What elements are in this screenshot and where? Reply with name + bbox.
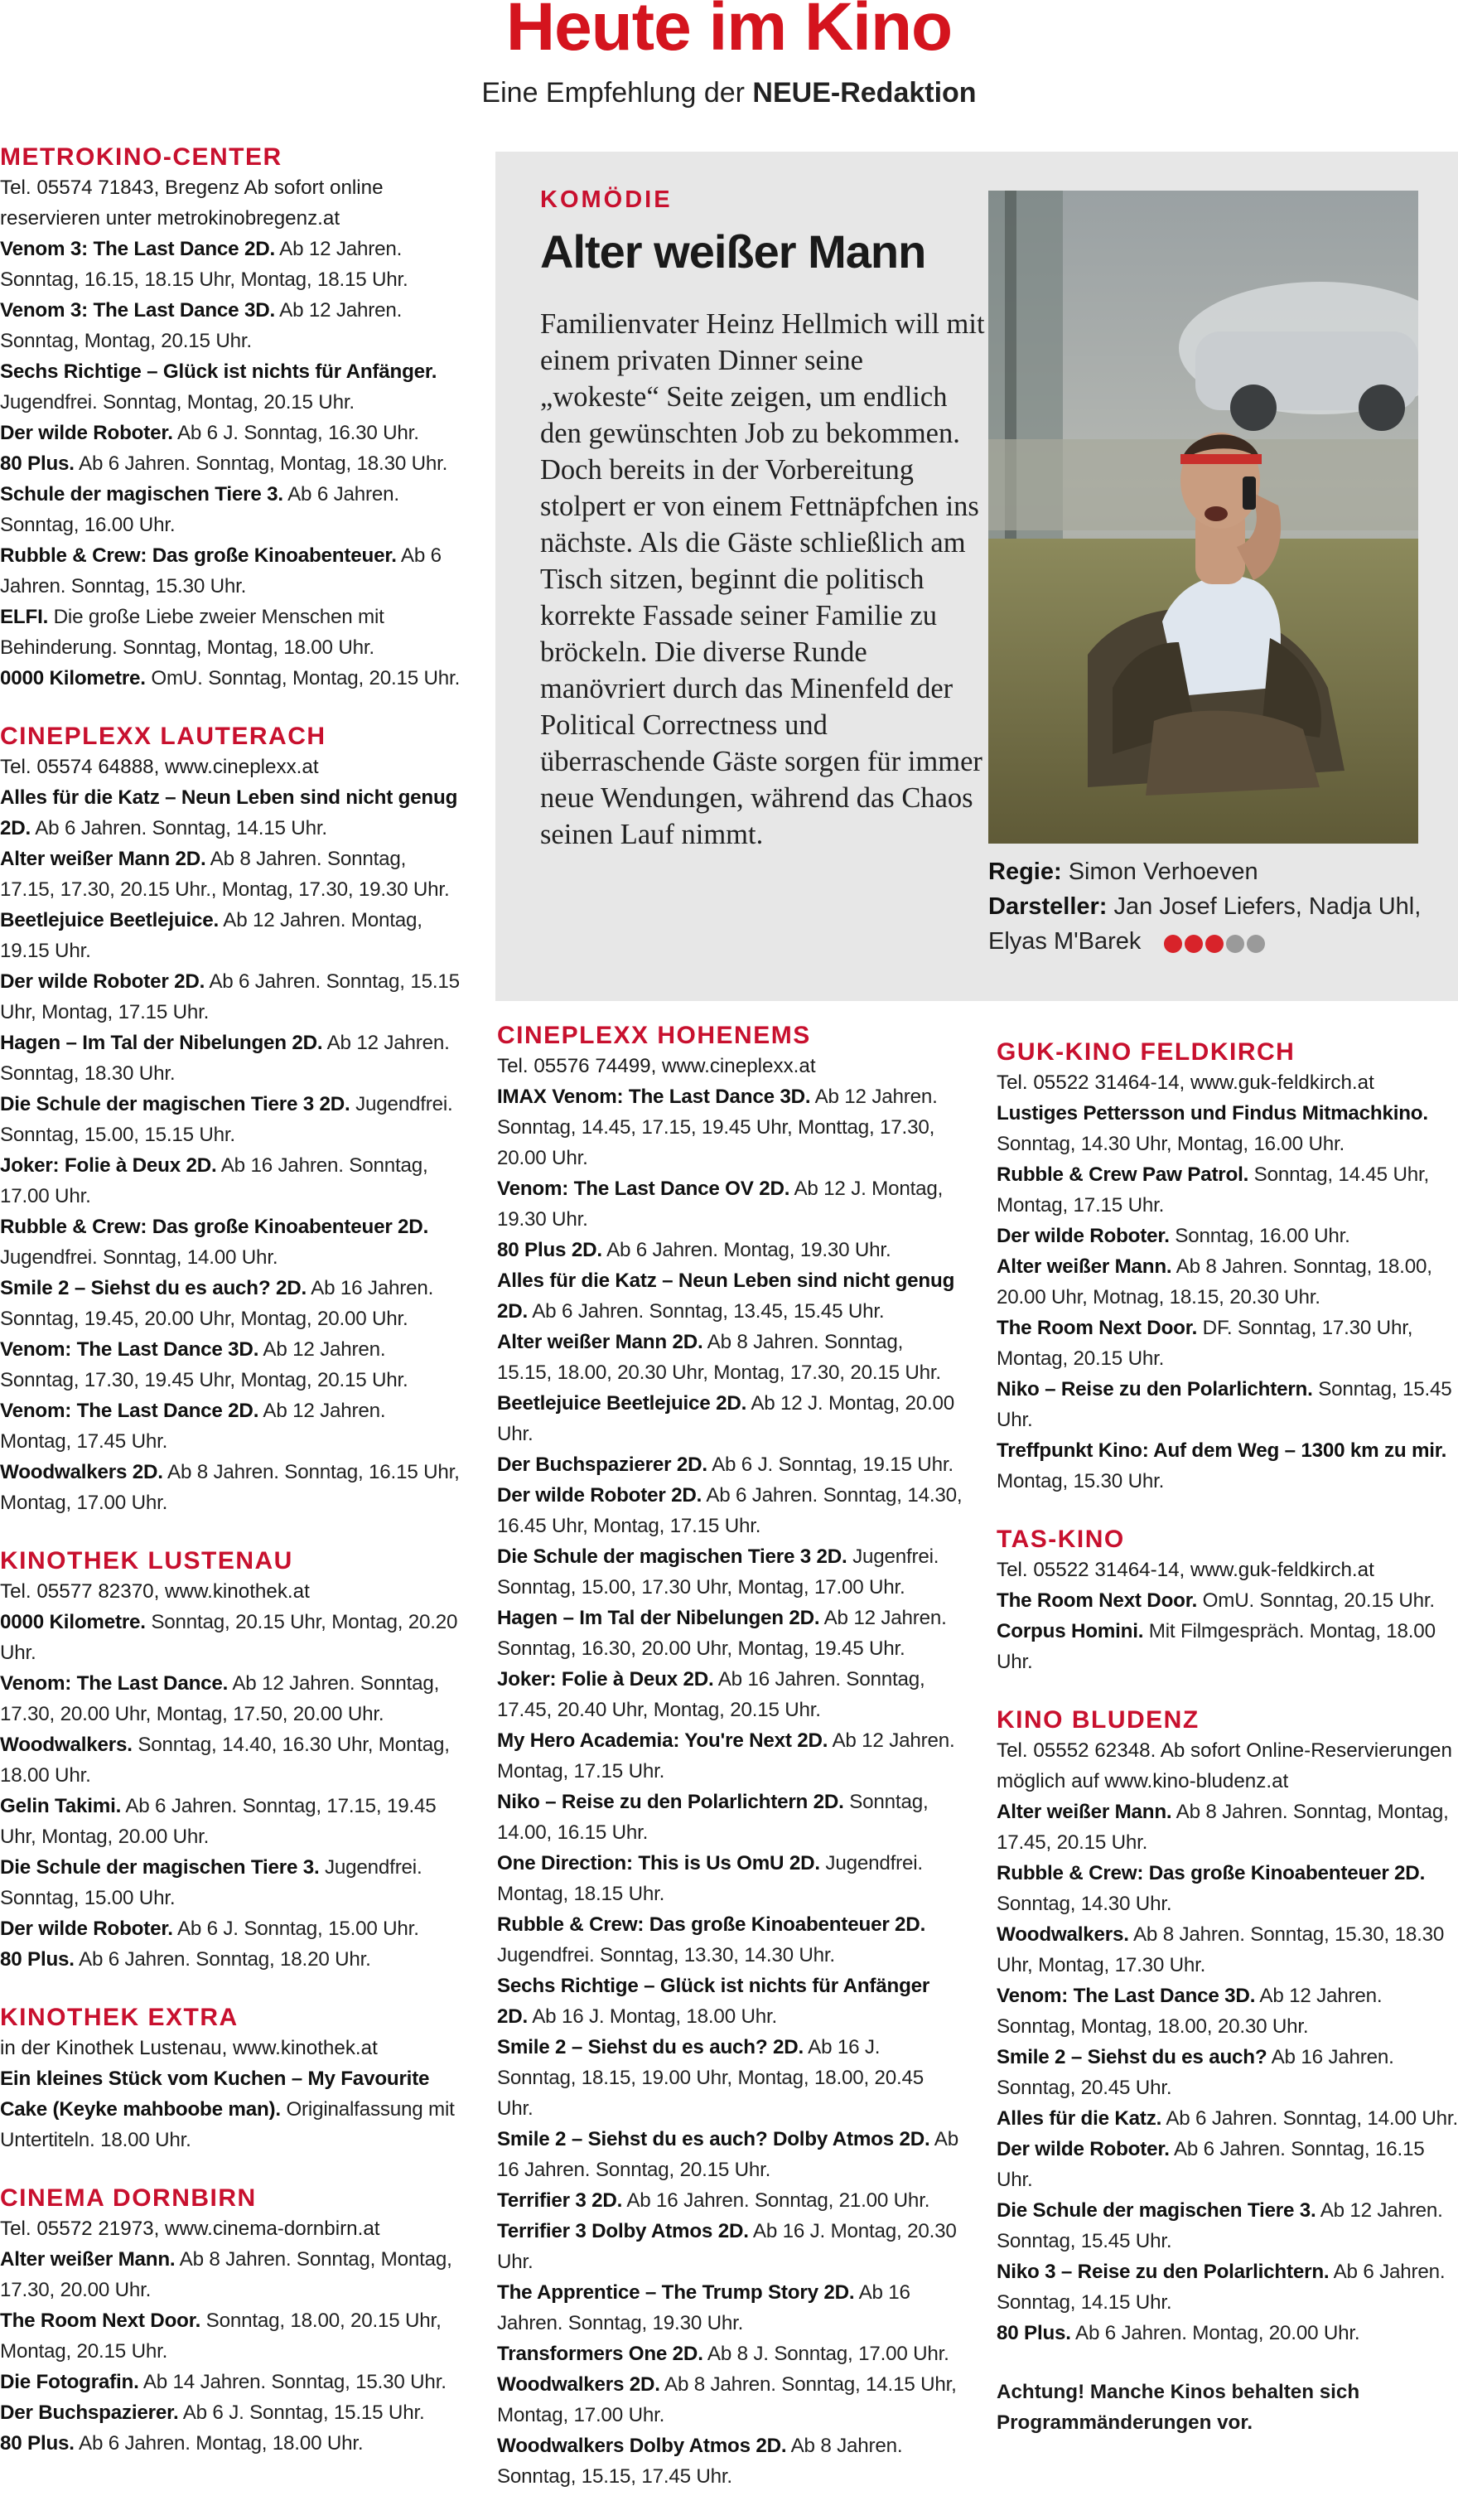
cinema-cinema-dornbirn — [0, 2184, 461, 2459]
listings-column-left — [0, 143, 461, 2487]
film-details: Sonntag, 15.45 Uhr. — [997, 1378, 1452, 1431]
film-listing — [0, 1212, 461, 1273]
film-listing — [0, 2367, 461, 2397]
cinema-name: CINEPLEXX HOHENEMS — [497, 1022, 811, 1049]
film-title: Terrifier 3 Dolby Atmos 2D. — [497, 2220, 749, 2242]
film-title: Der wilde Roboter 2D. — [497, 1484, 702, 1507]
page-subtitle — [0, 76, 1458, 109]
film-title: Die Schule der magischen Tiere 3 2D. — [497, 1545, 847, 1568]
film-listing — [497, 1388, 963, 1449]
cinema-cineplexx-hohenems — [497, 1021, 963, 2492]
film-title: The Apprentice – The Trump Story 2D. — [497, 2281, 855, 2304]
film-listing — [997, 1221, 1458, 1251]
film-details: Ab 8 J. Sonntag, 17.00 Uhr. — [707, 2343, 949, 2365]
film-title: Hagen – Im Tal der Nibelungen 2D. — [0, 1032, 323, 1054]
film-details: Ab 8 Jahren. Sonntag, 15.15, 17.45 Uhr. — [497, 2435, 903, 2488]
film-title: 80 Plus 2D. — [497, 1239, 602, 1261]
film-listing — [497, 1848, 963, 1909]
film-title: Woodwalkers. — [0, 1734, 133, 1756]
film-title: The Room Next Door. — [997, 1317, 1198, 1339]
film-title: The Room Next Door. — [0, 2310, 201, 2332]
film-listing — [997, 1159, 1458, 1221]
film-details: Ab 6 Jahren. Montag, 20.00 Uhr. — [1075, 2322, 1360, 2344]
film-listing — [0, 1668, 461, 1729]
cinema-name: KINOTHEK EXTRA — [0, 2004, 239, 2031]
film-listing — [0, 844, 461, 905]
film-listing — [0, 782, 461, 844]
film-listing — [997, 2195, 1458, 2256]
film-listing — [497, 1235, 963, 1265]
film-title: Transformers One 2D. — [497, 2343, 703, 2365]
film-listing — [0, 540, 461, 602]
film-title: Venom: The Last Dance OV 2D. — [497, 1178, 790, 1200]
film-details: Ab 8 Jahren. Sonntag, 15.30, 18.30 Uhr, Montag, 17.30 Uhr. — [997, 1923, 1445, 1976]
film-title: Venom: The Last Dance. — [0, 1672, 229, 1695]
feature-text: Familienvater Heinz Hellmich will mit einem privaten Dinner seine „wokeste“ Seite zeigen, um endlich den gewünschten Job zu bekommen. Doch bereits in der Vorbereitung stolpert er von einem Fettnäpfchen ins nächste. Als die Gäste schließlich am Tisch sitzen, beginnt die politisch korrekte Fassade seiner Familie zu bröckeln. Die diverse Runde manövriert durch das Minenfeld der Political Correctness und überraschende Gäste sorgen für immer neue Wendungen, während das Chaos seinen Lauf nimmt. — [540, 308, 985, 850]
film-title: Smile 2 – Siehst du es auch? Dolby Atmos 2D. — [497, 2128, 930, 2150]
film-details: Ab 8 Jahren. Sonntag, 16.15 Uhr, Montag, 17.00 Uhr. — [0, 1461, 460, 1514]
film-title: Alter weißer Mann. — [0, 2248, 176, 2271]
cinema-name: KINO BLUDENZ — [997, 1706, 1200, 1734]
film-title: Rubble & Crew: Das große Kinoabenteuer 2D. — [997, 1862, 1426, 1884]
cinema-contact-info: Tel. 05522 31464-14, www.guk-feldkirch.at — [997, 1071, 1374, 1094]
film-title: Joker: Folie à Deux 2D. — [497, 1668, 714, 1690]
film-listing — [497, 1081, 963, 1173]
director-name: Simon Verhoeven — [1068, 859, 1258, 885]
film-listing — [0, 1791, 461, 1852]
cast-names: Jan Josef Liefers, Nadja Uhl, Elyas M'Barek — [988, 893, 1422, 955]
film-details: Sonntag, 14.00, 16.15 Uhr. — [497, 1791, 929, 1844]
film-details: Ab 12 Jahren. Sonntag, Montag, 18.00, 20.30 Uhr. — [997, 1985, 1383, 2038]
film-title: Alles für die Katz – Neun Leben sind nicht genug 2D. — [0, 786, 458, 839]
film-title: Venom: The Last Dance 3D. — [0, 1338, 259, 1361]
film-details: Ab 12 Jahren. Montag, 17.15 Uhr. — [497, 1729, 955, 1782]
cinema-name: GUK-KINO FELDKIRCH — [997, 1038, 1296, 1066]
film-listing — [0, 448, 461, 479]
program-change-note: Achtung! Manche Kinos behalten sich Programmänderungen vor. — [997, 2381, 1360, 2434]
film-details: Sonntag, 18.00, 20.15 Uhr, Montag, 20.15 Uhr. — [0, 2310, 442, 2363]
film-listing — [0, 1028, 461, 1089]
film-details: Ab 6 Jahren. Montag, 18.00 Uhr. — [79, 2432, 364, 2455]
film-listing — [997, 1435, 1458, 1497]
film-listing — [997, 1098, 1458, 1159]
film-listing — [497, 1909, 963, 1971]
cinema-name: CINEMA DORNBIRN — [0, 2184, 257, 2212]
film-details: Ab 6 J. Sonntag, 16.30 Uhr. — [176, 422, 419, 444]
rating-dot-empty — [1247, 935, 1265, 953]
film-listing — [997, 1251, 1458, 1313]
film-title: ELFI. — [0, 606, 49, 628]
film-details: Ab 16 J. Montag, 20.30 Uhr. — [497, 2220, 957, 2273]
film-title: Ein kleines Stück vom Kuchen – My Favourite Cake (Keyke mahboobe man). — [0, 2068, 430, 2121]
film-details: Ab 6 Jahren. Sonntag, 14.00 Uhr. — [1166, 2107, 1458, 2130]
film-details: Ab 14 Jahren. Sonntag, 15.30 Uhr. — [142, 2371, 447, 2393]
director-line — [988, 854, 1436, 889]
film-listing — [997, 1313, 1458, 1374]
director-label: Regie: — [988, 859, 1062, 885]
film-details: Ab 8 Jahren. Sonntag, Montag, 17.30, 20.00 Uhr. — [0, 2248, 452, 2301]
film-details: Ab 16 Jahren. Sonntag, 20.15 Uhr. — [497, 2128, 958, 2181]
film-listing — [0, 234, 461, 295]
film-listing — [497, 2216, 963, 2277]
film-details: Originalfassung mit Untertiteln. 18.00 Uhr. — [0, 2098, 455, 2151]
film-title: 80 Plus. — [0, 452, 75, 475]
film-details: Sonntag, 14.45 Uhr, Montag, 17.15 Uhr. — [997, 1163, 1430, 1216]
film-title: Alles für die Katz. — [997, 2107, 1162, 2130]
film-title: My Hero Academia: You're Next 2D. — [497, 1729, 828, 1752]
film-title: Die Schule der magischen Tiere 3. — [997, 2199, 1316, 2222]
film-details: Jugenfrei. Sonntag, 15.00, 17.30 Uhr, Montag, 17.00 Uhr. — [497, 1545, 939, 1599]
film-still-photo — [988, 191, 1418, 844]
cinema-metrokino-center — [0, 143, 461, 694]
film-title: Smile 2 – Siehst du es auch? — [997, 2046, 1267, 2068]
film-details: Ab 6 J. Sonntag, 15.00 Uhr. — [176, 1918, 419, 1940]
film-listing — [0, 966, 461, 1028]
film-listing — [997, 1616, 1458, 1677]
film-title: Treffpunkt Kino: Auf dem Weg – 1300 km zu mir. — [997, 1439, 1447, 1462]
subtitle-brand: NEUE-Redaktion — [752, 77, 977, 109]
film-details: Ab 16 J. Montag, 18.00 Uhr. — [532, 2005, 778, 2028]
film-listing — [497, 1971, 963, 2032]
film-details: Die große Liebe zweier Menschen mit Behinderung. Sonntag, Montag, 18.00 Uhr. — [0, 606, 384, 659]
film-details: OmU. Sonntag, 20.15 Uhr. — [1202, 1589, 1435, 1612]
film-title: Sechs Richtige – Glück ist nichts für Anfänger 2D. — [497, 1975, 930, 2028]
film-details: Ab 6 Jahren. Sonntag, Montag, 18.30 Uhr. — [79, 452, 448, 475]
film-title: Smile 2 – Siehst du es auch? 2D. — [0, 1277, 307, 1299]
film-details: Ab 16 Jahren. Sonntag, 17.45, 20.40 Uhr, Montag, 20.15 Uhr. — [497, 1668, 925, 1721]
film-listing — [997, 2256, 1458, 2318]
film-title: Woodwalkers 2D. — [497, 2373, 660, 2396]
film-title: 80 Plus. — [997, 2322, 1071, 2344]
cinema-name: METROKINO-CENTER — [0, 143, 282, 171]
film-title: Rubble & Crew Paw Patrol. — [997, 1163, 1249, 1186]
film-details: Montag, 15.30 Uhr. — [997, 1470, 1165, 1492]
film-title: Alter weißer Mann. — [997, 1255, 1172, 1278]
film-listing — [497, 2124, 963, 2185]
film-details: Jugendfrei. Sonntag, 15.00 Uhr. — [0, 1856, 422, 1909]
film-details: Ab 6 Jahren. Sonntag, 16.15 Uhr. — [997, 2138, 1425, 2191]
film-details: Ab 12 Jahren. Sonntag, 18.30 Uhr. — [0, 1032, 450, 1085]
cinema-contact-info: Tel. 05552 62348. Ab sofort Online-Reservierungen möglich auf www.kino-bludenz.at — [997, 1739, 1452, 1792]
film-details: Ab 8 Jahren. Sonntag, Montag, 17.45, 20.15 Uhr. — [997, 1801, 1449, 1854]
film-details: Sonntag, 16.00 Uhr. — [1175, 1225, 1350, 1247]
film-details: Mit Filmgespräch. Montag, 18.00 Uhr. — [997, 1620, 1436, 1673]
film-title: Venom: The Last Dance 2D. — [0, 1400, 259, 1422]
film-details: Sonntag, 14.30 Uhr, Montag, 16.00 Uhr. — [997, 1133, 1345, 1155]
film-listing — [0, 2428, 461, 2459]
film-title: Beetlejuice Beetlejuice. — [0, 909, 220, 931]
film-title: Alter weißer Mann. — [997, 1801, 1172, 1823]
cast-label: Darsteller: — [988, 893, 1108, 920]
film-title: Terrifier 3 2D. — [497, 2189, 623, 2212]
film-listing — [0, 1607, 461, 1668]
film-details: Jugendfrei. Sonntag, Montag, 20.15 Uhr. — [0, 391, 355, 414]
film-title: 0000 Kilometre. — [0, 1611, 146, 1633]
film-title: 80 Plus. — [0, 2432, 75, 2455]
cinema-guk-kino-feldkirch — [997, 1038, 1458, 1497]
film-title: Gelin Takimi. — [0, 1795, 122, 1817]
film-title: Hagen – Im Tal der Nibelungen 2D. — [497, 1607, 820, 1629]
film-details: Ab 6 Jahren. Sonntag, 15.30 Uhr. — [0, 544, 442, 597]
film-listing — [497, 1173, 963, 1235]
cinema-name: KINOTHEK LUSTENAU — [0, 1547, 293, 1574]
film-title: Der Buchspazierer 2D. — [497, 1453, 707, 1476]
film-listing — [0, 1944, 461, 1975]
film-details: Ab 8 Jahren. Sonntag, 15.15, 18.00, 20.30 Uhr, Montag, 17.30, 20.15 Uhr. — [497, 1331, 941, 1384]
film-title: Rubble & Crew: Das große Kinoabenteuer. — [0, 544, 397, 567]
film-title: Woodwalkers. — [997, 1923, 1129, 1946]
film-listing — [497, 1725, 963, 1787]
film-details: Jugendfrei. Sonntag, 13.30, 14.30 Uhr. — [497, 1944, 835, 1966]
film-details: Ab 12 Jahren. Sonntag, 17.30, 20.00 Uhr, Montag, 17.50, 20.00 Uhr. — [0, 1672, 440, 1725]
feature-title: Alter weißer Mann — [540, 225, 926, 278]
film-listing — [0, 2397, 461, 2428]
film-listing — [497, 1664, 963, 1725]
film-details: Ab 6 J. Sonntag, 19.15 Uhr. — [712, 1453, 953, 1476]
film-listing — [0, 905, 461, 966]
film-title: Woodwalkers Dolby Atmos 2D. — [497, 2435, 787, 2457]
film-listing — [0, 1150, 461, 1212]
film-listing — [497, 2185, 963, 2216]
cinema-name: TAS-KINO — [997, 1526, 1125, 1553]
film-details: Ab 12 Jahren. Sonntag, 14.45, 17.15, 19.45 Uhr, Monttag, 17.30, 20.00 Uhr. — [497, 1086, 938, 1169]
film-listing — [497, 1541, 963, 1603]
film-details: Ab 16 Jahren. Sonntag, 21.00 Uhr. — [626, 2189, 930, 2212]
film-title: Niko – Reise zu den Polarlichtern 2D. — [497, 1791, 844, 1813]
film-title: Sechs Richtige – Glück ist nichts für Anfänger. — [0, 360, 437, 383]
rating-dots — [1164, 925, 1267, 960]
film-details: Ab 12 Jahren. Sonntag, Montag, 20.15 Uhr. — [0, 299, 403, 352]
film-title: Der wilde Roboter. — [0, 422, 173, 444]
film-title: Die Fotografin. — [0, 2371, 139, 2393]
film-listing — [497, 2032, 963, 2124]
film-title: Rubble & Crew: Das große Kinoabenteuer 2D. — [0, 1216, 429, 1238]
film-title: Die Schule der magischen Tiere 3 2D. — [0, 1093, 350, 1115]
film-listing — [997, 1585, 1458, 1616]
film-listing — [0, 2244, 461, 2305]
film-title: 0000 Kilometre. — [0, 667, 146, 689]
cinema-name: CINEPLEXX LAUTERACH — [0, 723, 326, 750]
film-listing — [497, 2369, 963, 2431]
film-details: Ab 12 Jahren. Sonntag, 15.45 Uhr. — [997, 2199, 1443, 2252]
film-details: Ab 6 Jahren. Sonntag, 14.30, 16.45 Uhr, Montag, 17.15 Uhr. — [497, 1484, 963, 1537]
film-title: Der wilde Roboter. — [997, 2138, 1170, 2160]
film-details: Jugendfrei. Sonntag, 14.00 Uhr. — [0, 1246, 278, 1269]
cinema-kinothek-extra — [0, 2003, 461, 2155]
film-title: Der wilde Roboter 2D. — [0, 970, 205, 993]
film-title: Joker: Folie à Deux 2D. — [0, 1154, 217, 1177]
film-details: Ab 12 J. Montag, 20.00 Uhr. — [497, 1392, 955, 1445]
film-title: Schule der magischen Tiere 3. — [0, 483, 283, 505]
film-listing — [497, 2277, 963, 2339]
film-details: Ab 12 Jahren. Sonntag, 17.30, 19.45 Uhr, Montag, 20.15 Uhr. — [0, 1338, 408, 1391]
film-details: Ab 6 Jahren. Montag, 19.30 Uhr. — [606, 1239, 891, 1261]
film-listing — [0, 2305, 461, 2367]
cinema-contact-info: Tel. 05574 71843, Bregenz Ab sofort online reservieren unter metrokinobregenz.at — [0, 177, 384, 230]
film-listing — [997, 1797, 1458, 1858]
film-listing — [997, 2318, 1458, 2348]
film-title: Beetlejuice Beetlejuice 2D. — [497, 1392, 747, 1415]
film-listing — [0, 1273, 461, 1334]
film-title: Lustiges Pettersson und Findus Mitmachkino. — [997, 1102, 1428, 1125]
rating-dot-filled — [1205, 935, 1224, 953]
film-details: Ab 16 Jahren. Sonntag, 20.45 Uhr. — [997, 2046, 1394, 2099]
film-listing — [0, 1457, 461, 1518]
feature-genre: KOMÖDIE — [540, 186, 673, 213]
film-title: Alles für die Katz – Neun Leben sind nicht genug 2D. — [497, 1270, 955, 1323]
subtitle-prefix: Eine Empfehlung der — [481, 77, 745, 109]
film-details: Sonntag, 20.15 Uhr, Montag, 20.20 Uhr. — [0, 1611, 458, 1664]
film-listing — [0, 1913, 461, 1944]
cinema-contact-info: Tel. 05577 82370, www.kinothek.at — [0, 1580, 310, 1603]
film-title: Alter weißer Mann 2D. — [0, 848, 206, 870]
cinema-tas-kino — [997, 1525, 1458, 1677]
film-details: Ab 6 Jahren. Sonntag, 17.15, 19.45 Uhr, Montag, 20.00 Uhr. — [0, 1795, 437, 1848]
film-details: Ab 6 J. Sonntag, 15.15 Uhr. — [182, 2401, 425, 2424]
film-title: Niko 3 – Reise zu den Polarlichtern. — [997, 2261, 1330, 2283]
rating-dot-empty — [1226, 935, 1244, 953]
film-listing — [497, 1480, 963, 1541]
film-listing — [497, 1449, 963, 1480]
film-details: Sonntag, 14.30 Uhr. — [997, 1893, 1172, 1915]
film-title: Venom 3: The Last Dance 2D. — [0, 238, 275, 260]
cinema-contact-info: Tel. 05522 31464-14, www.guk-feldkirch.at — [997, 1559, 1374, 1581]
film-listing — [997, 1858, 1458, 1919]
film-listing — [997, 1374, 1458, 1435]
film-details: Sonntag, 14.40, 16.30 Uhr, Montag, 18.00 Uhr. — [0, 1734, 450, 1787]
film-listing — [497, 2431, 963, 2492]
film-details: Ab 6 Jahren. Sonntag, 18.20 Uhr. — [79, 1948, 371, 1971]
film-details: DF. Sonntag, 17.30 Uhr, Montag, 20.15 Uhr. — [997, 1317, 1413, 1370]
cinema-kinothek-lustenau — [0, 1546, 461, 1975]
film-title: Niko – Reise zu den Polarlichtern. — [997, 1378, 1313, 1400]
film-title: Die Schule der magischen Tiere 3. — [0, 1856, 320, 1879]
film-details: Ab 8 Jahren. Sonntag, 14.15 Uhr, Montag, 17.00 Uhr. — [497, 2373, 957, 2426]
film-details: Jugendfrei. Sonntag, 15.00, 15.15 Uhr. — [0, 1093, 453, 1146]
film-listing — [997, 1981, 1458, 2042]
film-title: Alter weißer Mann 2D. — [497, 1331, 703, 1353]
film-title: IMAX Venom: The Last Dance 3D. — [497, 1086, 811, 1108]
film-title: The Room Next Door. — [997, 1589, 1198, 1612]
film-listing — [0, 418, 461, 448]
page-title: Heute im Kino — [505, 0, 953, 65]
film-details: OmU. Sonntag, Montag, 20.15 Uhr. — [151, 667, 461, 689]
feature-credits — [988, 854, 1436, 960]
film-details: Ab 6 Jahren. Sonntag, 16.00 Uhr. — [0, 483, 399, 536]
film-listing — [497, 1265, 963, 1327]
film-listing — [0, 295, 461, 356]
film-listing — [0, 663, 461, 694]
film-listing — [0, 602, 461, 663]
film-title: Corpus Homini. — [997, 1620, 1144, 1642]
film-details: Ab 16 J. Sonntag, 18.15, 19.00 Uhr, Montag, 18.00, 20.45 Uhr. — [497, 2036, 925, 2120]
cinema-contact-info: Tel. 05574 64888, www.cineplexx.at — [0, 756, 319, 778]
film-listing — [0, 356, 461, 418]
cinema-contact-info: in der Kinothek Lustenau, www.kinothek.at — [0, 2037, 378, 2059]
film-details: Ab 6 Jahren. Sonntag, 14.15 Uhr. — [997, 2261, 1446, 2314]
film-title: One Direction: This is Us OmU 2D. — [497, 1852, 820, 1874]
film-listing — [0, 1395, 461, 1457]
film-title: Der wilde Roboter. — [0, 1918, 173, 1940]
film-details: Ab 12 Jahren. Montag, 19.15 Uhr. — [0, 909, 422, 962]
film-title: Der wilde Roboter. — [997, 1225, 1170, 1247]
cinema-contact-info: Tel. 05576 74499, www.cineplexx.at — [497, 1055, 816, 1077]
film-listing — [997, 2103, 1458, 2134]
film-listing — [997, 1919, 1458, 1981]
film-details: Ab 12 Jahren. Sonntag, 16.15, 18.15 Uhr, Montag, 18.15 Uhr. — [0, 238, 408, 291]
film-title: Venom: The Last Dance 3D. — [997, 1985, 1256, 2007]
film-listing — [997, 2134, 1458, 2195]
rating-dot-filled — [1164, 935, 1182, 953]
cinema-contact-info: Tel. 05572 21973, www.cinema-dornbirn.at — [0, 2218, 380, 2240]
film-listing — [0, 1729, 461, 1791]
film-listing — [0, 1852, 461, 1913]
film-listing — [497, 1603, 963, 1664]
film-recommendation-box — [495, 152, 1458, 1001]
film-title: 80 Plus. — [0, 1948, 75, 1971]
film-listing — [997, 2042, 1458, 2103]
film-details: Ab 16 Jahren. Sonntag, 17.00 Uhr. — [0, 1154, 428, 1207]
film-title: Woodwalkers 2D. — [0, 1461, 163, 1483]
film-listing — [497, 2339, 963, 2369]
film-listing — [497, 1787, 963, 1848]
film-title: Rubble & Crew: Das große Kinoabenteuer 2D. — [497, 1913, 926, 1936]
film-details: Jugendfrei. Montag, 18.15 Uhr. — [497, 1852, 923, 1905]
rating-dot-filled — [1185, 935, 1203, 953]
film-listing — [0, 479, 461, 540]
film-details: Ab 6 Jahren. Sonntag, 13.45, 15.45 Uhr. — [532, 1300, 885, 1323]
film-details: Ab 8 Jahren. Sonntag, 18.00, 20.00 Uhr, Motnag, 18.15, 20.30 Uhr. — [997, 1255, 1432, 1308]
film-listing — [497, 1327, 963, 1388]
cast-line — [988, 889, 1436, 960]
film-title: Der Buchspazierer. — [0, 2401, 179, 2424]
film-title: Venom 3: The Last Dance 3D. — [0, 299, 275, 322]
film-details: Ab 16 Jahren. Sonntag, 19.45, 20.00 Uhr, Montag, 20.00 Uhr. — [0, 1277, 434, 1330]
film-details: Ab 16 Jahren. Sonntag, 19.30 Uhr. — [497, 2281, 910, 2334]
film-still-image — [988, 191, 1418, 844]
cinema-kino-bludenz — [997, 1705, 1458, 2348]
film-details: Ab 12 Jahren. Montag, 17.45 Uhr. — [0, 1400, 386, 1453]
film-listing — [0, 1334, 461, 1395]
film-details: Ab 8 Jahren. Sonntag, 17.15, 17.30, 20.15 Uhr., Montag, 17.30, 19.30 Uhr. — [0, 848, 450, 901]
listings-column-right — [997, 1038, 1458, 2438]
film-details: Ab 6 Jahren. Sonntag, 15.15 Uhr, Montag, 17.15 Uhr. — [0, 970, 460, 1023]
film-title: Smile 2 – Siehst du es auch? 2D. — [497, 2036, 804, 2058]
film-listing — [0, 1089, 461, 1150]
film-details: Ab 12 Jahren. Sonntag, 16.30, 20.00 Uhr, Montag, 19.45 Uhr. — [497, 1607, 947, 1660]
cinema-cineplexx-lauterach — [0, 722, 461, 1518]
listings-column-middle — [497, 1021, 963, 2520]
film-details: Ab 6 Jahren. Sonntag, 14.15 Uhr. — [35, 817, 327, 839]
film-listing — [0, 2063, 461, 2155]
film-details: Ab 12 J. Montag, 19.30 Uhr. — [497, 1178, 944, 1231]
